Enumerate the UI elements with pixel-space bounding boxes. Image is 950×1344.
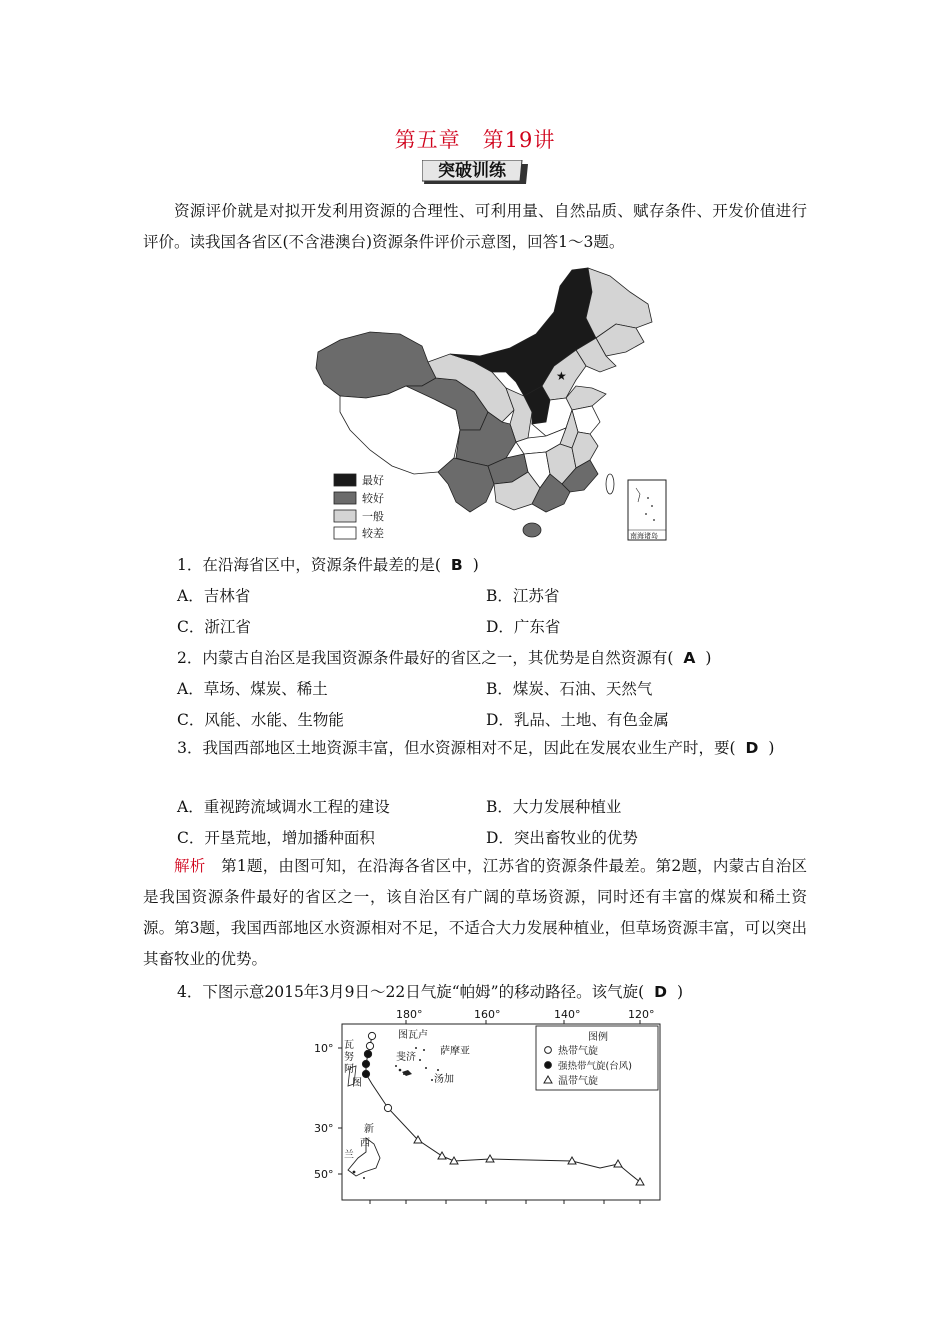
legend-average-label: 一般 — [362, 510, 384, 523]
south-china-sea-inset — [628, 480, 666, 540]
q1-option-b: B．江苏省 — [486, 587, 560, 605]
page-title: 第五章 第19讲 — [394, 128, 556, 152]
lon-label-120: 120° — [628, 1008, 655, 1021]
q2-close: ) — [705, 649, 712, 667]
intro-paragraph: 资源评价就是对拟开发利用资源的合理性、可利用量、自然品质、赋存条件、开发价值进行评价。读我国各省区(不含港澳台)资源条件评价示意图，回答1～3题。 — [143, 202, 807, 251]
lon-label-140: 140° — [554, 1008, 581, 1021]
cyclone-path-map — [308, 1008, 664, 1208]
map-legend — [334, 473, 384, 540]
q3-option-d: D．突出畜牧业的优势 — [486, 829, 638, 847]
cyclone-legend — [536, 1026, 658, 1090]
legend-swatch-best — [334, 474, 356, 486]
q2-stem: 2．内蒙古自治区是我国资源条件最好的省区之一，其优势是自然资源有( — [177, 649, 674, 667]
banner-label: 突破训练 — [438, 161, 506, 181]
q2-option-b: B．煤炭、石油、天然气 — [486, 680, 653, 698]
lat-label-30: 30° — [314, 1122, 334, 1135]
q4-close: ) — [677, 983, 684, 1001]
q2-option-d: D．乳品、土地、有色金属 — [486, 711, 669, 729]
q4-answer: D — [654, 983, 668, 1001]
q3-option-c: C．开垦荒地，增加播种面积 — [177, 829, 375, 847]
question-3 — [143, 733, 807, 764]
track-severe-1 — [364, 1050, 371, 1057]
place-vanuatu-3: 阿 — [344, 1064, 354, 1075]
place-samoa: 萨摩亚 — [440, 1046, 470, 1057]
q3-answer: D — [745, 739, 759, 757]
analysis-text: 第1题，由图可知，在沿海各省区中，江苏省的资源条件最差。第2题，内蒙古自治区是我国资源条件最好的省区之一，该自治区有广阔的草场资源，同时还有丰富的煤炭和稀土资源。第3题，我国西部地区水资源相对不足，不适合大力发展种植业，但草场资源丰富，可以突出其畜牧业的优势。 — [143, 857, 807, 968]
q1-option-a: A．吉林省 — [177, 587, 251, 605]
legend-good-label: 较好 — [362, 492, 384, 505]
place-nz-1: 新 — [364, 1124, 374, 1135]
section-banner — [422, 160, 528, 184]
track-tropical-1 — [368, 1032, 375, 1039]
legend-extratropical: 温带气旋 — [558, 1076, 598, 1087]
place-vanuatu-2: 努 — [344, 1052, 354, 1063]
q3-close: ) — [768, 739, 775, 757]
q1-answer: B — [450, 556, 463, 574]
q1-stem: 1．在沿海省区中，资源条件最差的是( — [177, 556, 441, 574]
question-4 — [177, 980, 683, 1002]
region-yunnan — [438, 458, 494, 512]
legend-swatch-good — [334, 492, 356, 504]
q1-option-c: C．浙江省 — [177, 618, 251, 636]
lon-label-160: 160° — [474, 1008, 501, 1021]
legend-swatch-poor — [334, 527, 356, 539]
legend-poor-label: 较差 — [362, 527, 384, 540]
region-shandong — [566, 386, 606, 410]
place-nz-2: 西 — [360, 1138, 370, 1149]
china-resource-map — [310, 262, 670, 546]
legend-severe: 强热带气旋(台风) — [558, 1061, 632, 1072]
track-tropical-2 — [366, 1042, 373, 1049]
lat-label-10: 10° — [314, 1042, 334, 1055]
capital-star-icon: ★ — [556, 369, 567, 383]
legend-best-label: 最好 — [362, 474, 384, 487]
q2-answer: A — [683, 649, 696, 667]
question-2 — [177, 646, 711, 668]
q2-option-c: C．风能、水能、生物能 — [177, 711, 344, 729]
inset-label: 南海诸岛 — [630, 532, 658, 540]
region-taiwan — [606, 474, 614, 494]
place-vanuatu-4: 图 — [352, 1078, 362, 1089]
q4-stem: 4．下图示意2015年3月9日～22日气旋“帕姆”的移动路径。该气旋( — [177, 983, 645, 1001]
track-tropical-4 — [384, 1104, 391, 1111]
q1-close: ) — [472, 556, 479, 574]
analysis-label: 解析 — [174, 857, 206, 875]
legend-tropical: 热带气旋 — [558, 1046, 598, 1057]
legend-swatch-average — [334, 510, 356, 522]
region-hainan — [523, 523, 541, 537]
q3-option-a: A．重视跨流域调水工程的建设 — [177, 798, 390, 816]
place-vanuatu-1: 瓦 — [344, 1040, 354, 1051]
q2-option-a: A．草场、煤炭、稀土 — [177, 680, 328, 698]
place-tuvalu: 图瓦卢 — [398, 1030, 428, 1041]
track-severe-3 — [362, 1070, 369, 1077]
lon-label-180: 180° — [396, 1008, 423, 1021]
q3-stem: 3．我国西部地区土地资源丰富，但水资源相对不足，因此在发展农业生产时，要( — [177, 739, 736, 757]
legend-title: 图例 — [588, 1032, 608, 1043]
q1-option-d: D．广东省 — [486, 618, 561, 636]
question-1 — [177, 553, 479, 575]
q3-option-b: B．大力发展种植业 — [486, 798, 622, 816]
place-tonga: 汤加 — [434, 1074, 454, 1085]
analysis-paragraph — [143, 851, 807, 975]
place-fiji: 斐济 — [396, 1052, 416, 1063]
place-nz-3: 兰 — [344, 1150, 354, 1161]
lat-label-50: 50° — [314, 1168, 334, 1181]
track-severe-2 — [362, 1060, 369, 1067]
